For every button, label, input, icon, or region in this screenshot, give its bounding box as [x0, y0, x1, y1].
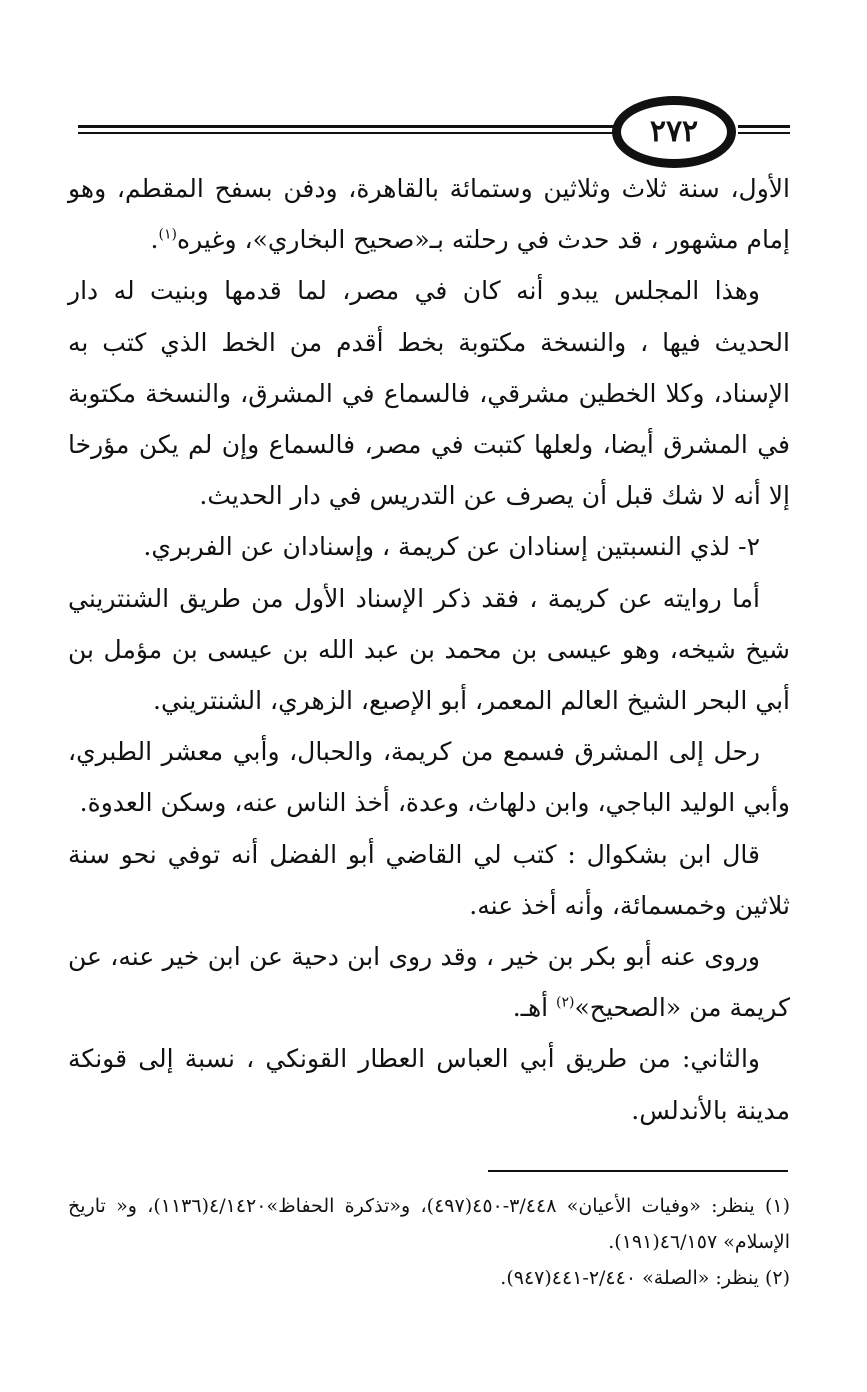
- footnote-separator: [488, 1170, 788, 1172]
- paragraph: أما روايته عن كريمة ، فقد ذكر الإسناد الأول من طريق الشنتريني شيخ شيخه، وهو عيسى بن محمد بن عبد الله بن عيسى بن مؤمل بن أبي البحر الشيخ العالم المعمر، أبو الإصبع، الزهري، الشنتريني.: [68, 583, 790, 716]
- paragraph: ٢- لذي النسبتين إسنادان عن كريمة ، وإسنادان عن الفربري.: [143, 532, 760, 562]
- footnote-ref: (١): [158, 226, 177, 243]
- header-rule: [738, 125, 790, 128]
- footnote: (٢) ينظر: «الصلة» ٢/٤٤٠-٤٤١(٩٤٧).: [500, 1267, 790, 1289]
- paragraph: والثاني: من طريق أبي العباس العطار القونكي ، نسبة إلى قونكة مدينة بالأندلس.: [68, 1044, 790, 1125]
- paragraph: قال ابن بشكوال : كتب لي القاضي أبو الفضل أنه توفي نحو سنة ثلاثين وخمسمائة، وأنه أخذ عنه.: [68, 839, 790, 920]
- paragraph: وهذا المجلس يبدو أنه كان في مصر، لما قدمها وبنيت له دار الحديث فيها ، والنسخة مكتوبة بخط أقدم من الخط الذي كتب به الإسناد، وكلا الخطين مشرقي، فالسماع في المشرق، والنسخة مكتوبة في المشرق أيضا، ولعلها كتبت في مصر، فالسماع وإن لم يكن مؤرخا إلا أنه لا شك قبل أن يصرف عن التدريس في دار الحديث.: [68, 276, 790, 511]
- paragraph: وروى عنه أبو بكر بن خير ، وقد روى ابن دحية عن ابن خير عنه، عن كريمة من «الصحيح»$^{(٢)}$ أهـ.: [68, 942, 790, 1023]
- header-rule: [78, 132, 618, 134]
- header-rule: [78, 125, 618, 128]
- footnote-ref: (٢): [556, 994, 575, 1011]
- main-text: [68, 163, 790, 1136]
- page-header: [0, 92, 867, 172]
- footnote: (١) ينظر: «وفيات الأعيان» ٣/٤٤٨-٤٥٠(٤٩٧)، و«تذكرة الحفاظ»٤/١٤٢٠(١١٣٦)، و« تاريخ الإسلام» ٤٦/١٥٧(١٩١).: [68, 1195, 790, 1253]
- page-number: ٢٧٢: [649, 114, 699, 149]
- paragraph: رحل إلى المشرق فسمع من كريمة، والحبال، وأبي معشر الطبري، وأبي الوليد الباجي، وابن دلهاث، وعدة، أخذ الناس عنه، وسكن العدوة.: [68, 737, 790, 818]
- header-rule: [738, 132, 790, 134]
- paragraph: الأول، سنة ثلاث وثلاثين وستمائة بالقاهرة، ودفن بسفح المقطم، وهو إمام مشهور ، قد حدث في رحلته بـ«صحيح البخاري»، وغيره$^{(١)}$.: [68, 174, 790, 255]
- footnotes: [68, 1188, 790, 1296]
- page-number-badge: [612, 96, 736, 168]
